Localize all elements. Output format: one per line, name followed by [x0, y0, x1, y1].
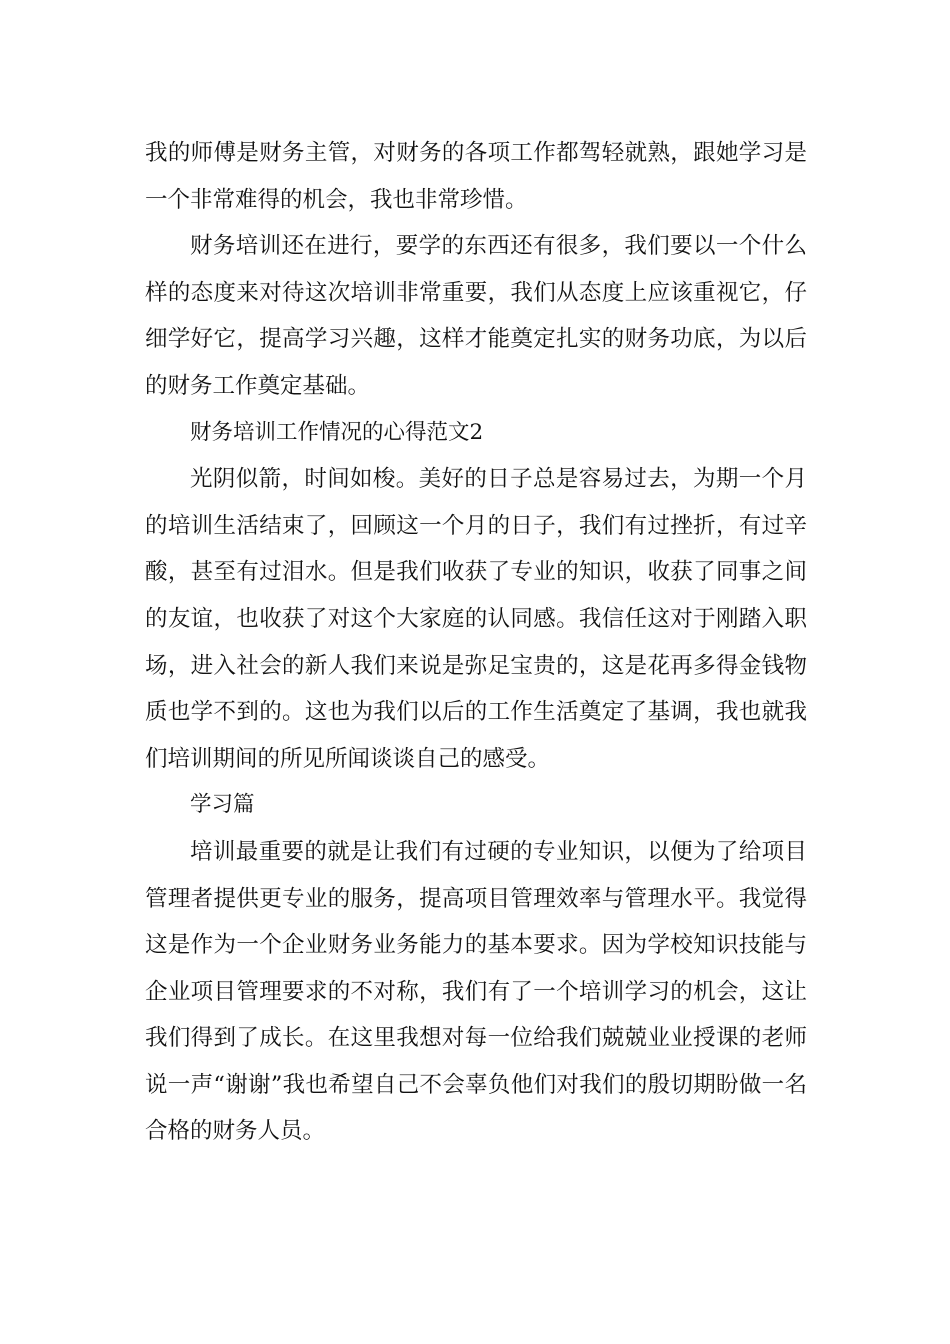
paragraph-study: 培训最重要的就是让我们有过硬的专业知识，以便为了给项目管理者提供更专业的服务，提高项目管理效率与管理水平。我觉得这是作为一个企业财务业务能力的基本要求。因为学校知识技能与企业项目管理要求的不对称，我们有了一个培训学习的机会，这让我们得到了成长。在这里我想对每一位给我们兢兢业业授课的老师说一声“谢谢”我也希望自己不会辜负他们对我们的殷切期盼做一名合格的财务人员。 [145, 838, 807, 1145]
section-heading-study: 学习篇 [190, 792, 255, 818]
paragraph-time-flies: 光阴似箭，时间如梭。美好的日子总是容易过去，为期一个月的培训生活结束了，回顾这一个月的日子，我们有过挫折，有过辛酸，甚至有过泪水。但是我们收获了专业的知识，收获了同事之间的友谊，也收获了对这个大家庭的认同感。我信任这对于刚踏入职场，进入社会的新人我们来说是弥足宝贵的，这是花再多得金钱物质也学不到的。这也为我们以后的工作生活奠定了基调，我也就我们培训期间的所见所闻谈谈自己的感受。 [145, 466, 807, 772]
paragraph-training-attitude: 财务培训还在进行，要学的东西还有很多，我们要以一个什么样的态度来对待这次培训非常重要，我们从态度上应该重视它，仔细学好它，提高学习兴趣，这样才能奠定扎实的财务功底，为以后的财务工作奠定基础。 [145, 233, 807, 399]
section-heading-sample-2: 财务培训工作情况的心得范文2 [190, 419, 484, 445]
paragraph-continued: 我的师傅是财务主管，对财务的各项工作都驾轻就熟，跟她学习是一个非常难得的机会，我也非常珍惜。 [145, 140, 807, 213]
document-page [145, 130, 807, 1155]
